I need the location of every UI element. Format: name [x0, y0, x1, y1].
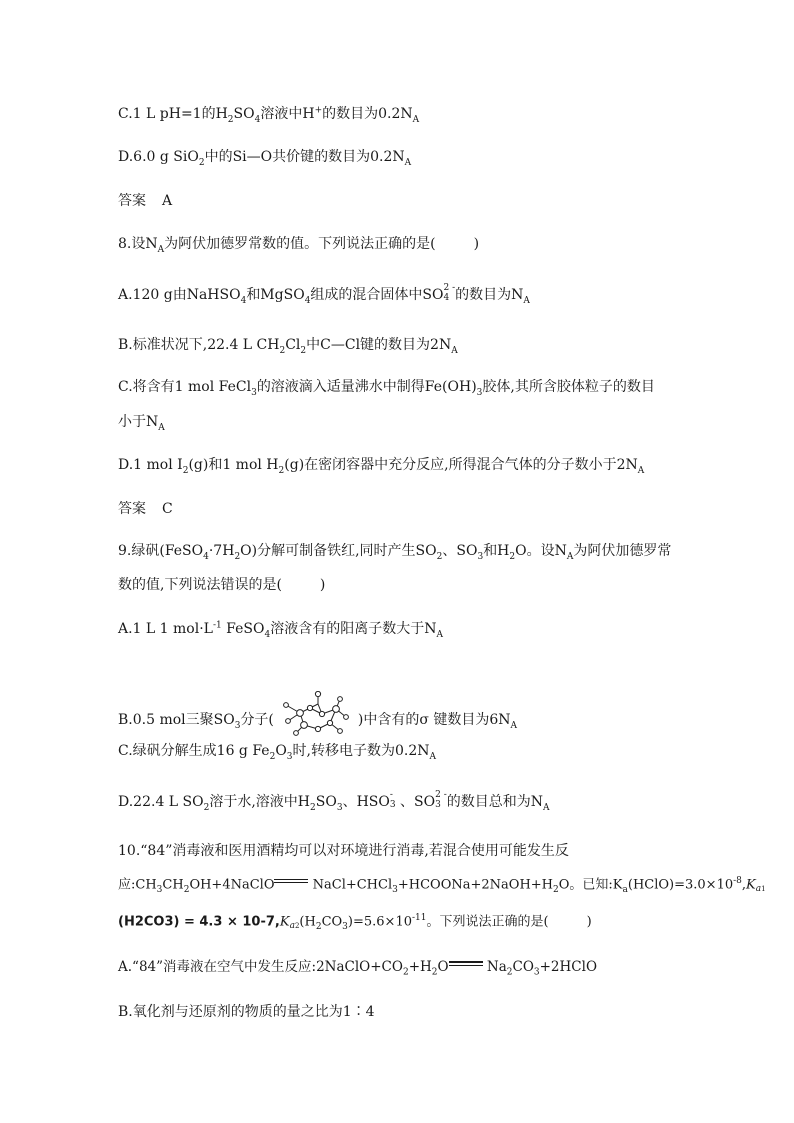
q7-answer: 答案 A [118, 193, 173, 209]
q10-option-b: B.氧化剂与还原剂的物质的量之比为1∶4 [118, 1004, 375, 1020]
q8-option-c-line1: C.将含有1 mol FeCl$_3$的溶液滴入适量沸水中制得$Fe(OH)_3$胶体,其所含胶体粒子的数目 [118, 379, 655, 398]
q8-stem: 8.设$N_A$为阿伏加德罗常数的值。下列说法正确的是( ) [118, 236, 480, 255]
reaction-equals-sign [449, 961, 483, 967]
q10-stem-line2: 应$:CH_3CH_2OH+4NaClO$ $NaCl+CHCl_3+HCOONa+2NaOH+H_2O$。已知$:K_a(HClO)=3.0\times 10^{-8},Ka1$ [118, 876, 766, 896]
q9-stem-line2: 数的值,下列说法错误的是( ) [118, 577, 326, 593]
q9-option-a: A.1 L 1 $mol\cdot L^{-1}$ FeSO$_4$溶液含有的阳离子数大于$N_A$ [118, 620, 443, 640]
q8-option-c-line2: 小于$N_A$ [118, 414, 165, 433]
q10-stem-line1: 10.“84”消毒液和医用酒精均可以对环境进行消毒,若混合使用可能发生反 [118, 843, 569, 859]
q8-option-d: D.1 mol $I_2(g)$和1 mol $H_2(g)$在密闭容器中充分反应,所得混合气体的分子数小于$2N_A$ [118, 457, 645, 476]
q10-option-a: A.“84”消毒液在空气中发生反应$:2NaClO+CO_2+H_2O$ $Na_2CO_3+2HClO$ [118, 959, 598, 978]
reaction-equals-sign [274, 879, 308, 885]
q9-option-c: C.绿矾分解生成16 g $Fe_2O_3$时,转移电子数为$0.2N_A$ [118, 743, 436, 762]
q10-stem-line3: $(H2CO3) = 4.3 \times 10-7,Ka2(H_2CO_3)=5.6\times 10^{-11}$。下列说法正确的是( ) [118, 913, 592, 933]
q8-option-b: B.标准状况下,22.4 L $CH_2Cl_2$中C—Cl键的数目为$2N_A$ [118, 337, 458, 356]
q8-answer: 答案 C [118, 501, 173, 517]
q7-option-c: C.1 L pH=1的$H_2SO_4$溶液中H+的数目为$0.2N_A$ [118, 105, 420, 125]
trimer-so3-structure-figure [274, 691, 358, 737]
q8-option-a: A.120 g由NaHSO$_4$和MgSO$_4$组成的混合固体中SO 2 - 4 的数目为$N_A$ [118, 283, 530, 306]
q9-option-d: D.22.4 L $SO_2$溶于水,溶液中$H_2SO_3$、HSO - 3 、SO 2 - 3 的数目总和为$N_A$ [118, 790, 550, 813]
q9-option-b: B.0.5 mol三聚$SO_3$分子( )中含有的σ 键数目为$6N_A$ [118, 697, 517, 743]
q7-option-d: D.6.0 g SiO$_2$中的Si—O共价键的数目为$0.2N_A$ [118, 149, 412, 168]
q9-stem-line1: 9.绿矾$(FeSO_4\cdot 7H_2O)$分解可制备铁红,同时产生$SO_2$、$SO_3$和$H_2O$。设$N_A$为阿伏加德罗常 [118, 543, 672, 562]
